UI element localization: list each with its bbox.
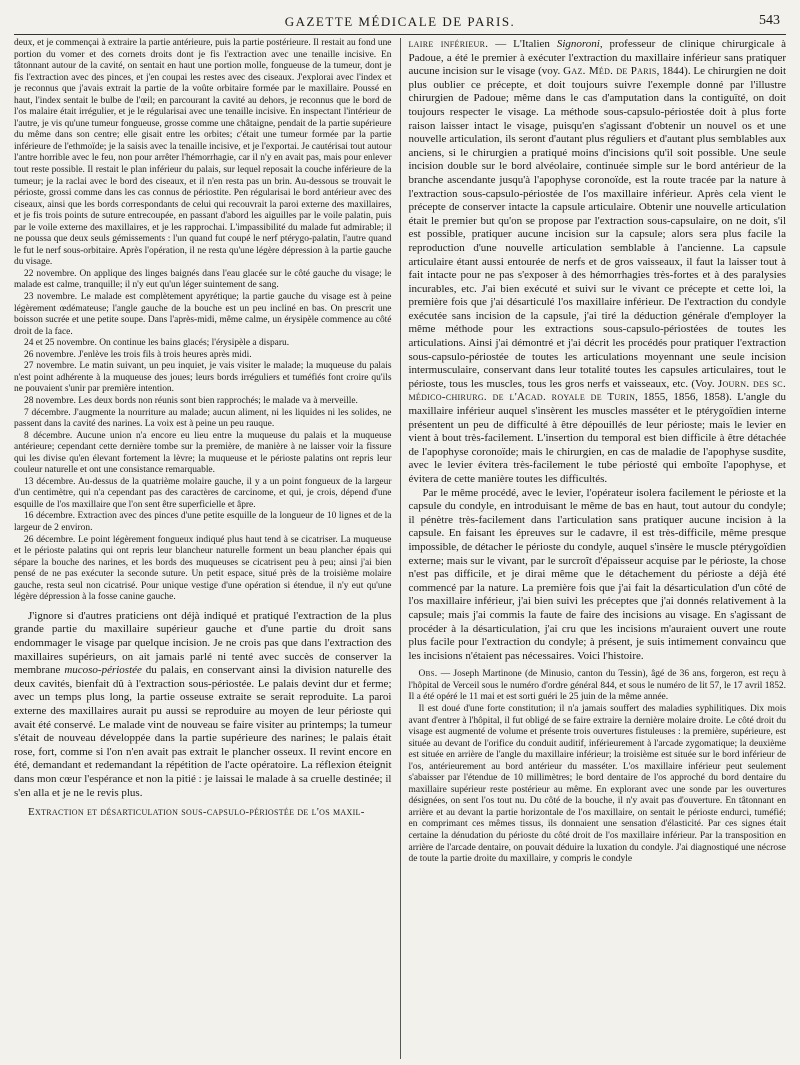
observation: Obs. — Joseph Martinone (de Minusio, canton du Tessin), âgé de 36 ans, forgeron, est reçu à l'hôpital de Verceil sous le numéro d'ordre général 844, et sous le numéro de lit 57, le 17 avril 1852. Il a été opéré le 11 mai et est sorti guéri le 25 juin de la même année. (408, 669, 786, 703)
paragraph: 27 novembre. Le matin suivant, un peu inquiet, je vais visiter le malade; la muqueuse du palais n'est point adhérente à la muqueuse des joues; leurs bords irréguliers et tuméfiés font croire qu'ils ne pouvaient s'unir par première intention. (14, 361, 392, 395)
page-header (14, 8, 786, 35)
section-heading-cont: laire inférieur. (408, 38, 489, 50)
right-column (401, 38, 787, 1059)
citation: Journ. des sc. médico-chirurg. de l'Acad. royale de Turin (408, 377, 786, 404)
citation: Gaz. Méd. de Paris (563, 65, 657, 78)
paragraph: Il est doué d'une forte constitution; il n'a jamais souffert des maladies syphilitiques. Dix mois avant d'entrer à l'hôpital, il fut obligé de se faire extraire la dernière molaire droite. Le côté droit du visage est augmenté de volume et présente trois ouvertures fistuleuses : la première, supérieure, est située au devant de l'orifice du conduit auditif, inférieurement à l'arcade zygomatique; la deuxième est située en arrière de l'angle du maxillaire inférieur; la troisième est située sur le bord inférieur de l'os, antérieurement au bord antérieur du masséter. L'os maxillaire inférieur peut seulement s'abaisser par l'étendue de 10 millimètres; le bord dentaire de l'os approché du bord dentaire du maxillaire supérieur reste postérieur au même. En explorant avec une sonde par les ouvertures désignées, on sent l'os tout nu. Du côté de la bouche, il n'y avait pas d'ouverture. En tâtonnant en arrière et au devant la partie horizontale de l'os maxillaire, on sentait le périoste endurci, tuméfié; en comprimant ces mêmes tissus, ils donnaient une sensation d'élasticité. Par ces signes était certaine la dénudation du périoste du côté droit de l'os maxillaire inférieur. Par la transposition en arrière de l'arcade dentaire, on pouvait déduire la luxation du condyle. J'ai diagnostiqué une nécrose de toute la partie droite du maxillaire, y compris le condyle (408, 703, 786, 865)
two-column-body (14, 38, 786, 1059)
observation-label: Obs. (418, 669, 438, 680)
author-name: Signoroni (556, 38, 600, 50)
paragraph: deux, et je commençai à extraire la partie antérieure, puis la partie postérieure. Il restait au fond une portion du vomer et des cornets droits dont je fis l'extraction avec une tenaille incisive. En tâtonnant autour de la cavité, on sentait en haut une portion molle, fongueuse de la tumeur, dont je fis l'extraction avec des pinces, et j'en coupai les restes avec des ciseaux. J'explorai avec l'index et je reconnus que j'avais extrait la partie de la voûte orbitaire formée par le maxillaire. Poussé en haut, l'index sentait le bulbe de l'œil; en parcourant la cavité au dehors, je reconnus que le bord de l'os malaire était irrégulier, et je le régularisai avec une tenaille incisive. En inspectant l'intérieur de l'autre, je vis qu'une tumeur fongueuse, grosse comme une châtaigne, pendait de la partie supérieure du même dans son centre; elle gisait entre les orbites; c'était une tumeur formée par la partie inférieure de l'ethmoïde; je la saisis avec la tenaille incisive, et je l'exportai. Je cautérisai tout autour l'antre horrible avec le feu, non pour arrêter l'hémorrhagie, car il n'y en avait pas, mais pour enlever tout reste possible. Il restait le plan inférieur du palais, sur lequel reposait la couche inférieure de la tumeur; je la raclai avec le bord des ciseaux, et il n'en resta pas un brin. Au-dessous se trouvait le périoste, grossi comme dans les cas connus de périostite. Pen régularisai le bord antérieur avec des ciseaux, ainsi que les bords correspondants de celui qui recouvrait la paroi externe des maxillaires, et je fis trois points de suture entrecoupée, en passant d'abord les aiguilles par le voile palatin, puis par le voile externe des maxillaires, et je les rapprochai. L'impassibilité du malade fut admirable; il ne poussa que deux seuls gémissements : l'un quand fut coupé le nerf ptérygo-palatin, l'autre quand le fut le nerf sous-orbitaire. Après l'opération, il ne resta qu'une légère dépression à la partie gauche du visage. (14, 38, 392, 268)
paragraph: 26 décembre. Le point légèrement fongueux indiqué plus haut tend à se cicatriser. La muqueuse et le périoste palatins qui ont repris leur blancheur naturelle forment un beau plancher épais qui sépare la bouche des narines, et les bords des muqueuses se cicatrisent peu à peu; ainsi j'ai bien pensé de ne pas exécuter la seconde suture. Un petit espace, situé près de la troisième molaire gauche, resta seul non cicatrisé. Pour unique vestige d'une opération si étendue, il n'y eut qu'une légère dépression à la fosse canine gauche. (14, 534, 392, 603)
paragraph: laire inférieur. — L'Italien Signoroni, professeur de clinique chirurgicale à Padoue, a été le premier à exécuter l'extraction du maxillaire inférieur sans pratiquer aucune incision sur le visage (voy. Gaz. Méd. de Paris, 1844). Le chirurgien ne doit plus oublier ce précepte, et doit toujours suivre l'exemple donné par l'illustre chirurgien de Padoue; même dans le cas d'amputation dans la contiguïté, on doit toujours respecter le visage. La méthode sous-capsulo-périostée doit à plus forte raison laisser intact le visage, puisqu'en s'agissant d'obtenir un nouvel os et une nouvelle articulation, ils seront d'autant plus réguliers et d'autant plus semblables aux anciens, si le chirurgien a pratiqué moins d'incisions qu'il soit possible. Une seule incision double sur le bord alvéolaire, continuée simple sur le bord antérieur de la branche ascendante jusqu'à l'apophyse coronoïde, est la route tracée par la nature à l'extraction sous-capsulo-périostée de l'os maxillaire inférieur. Après cela vient le précepte de conserver intacte la capsule articulaire. Obtenir une nouvelle articulation était le premier but qu'on se propose par l'extraction sous-capsulaire, on ne doit, s'il est possible, pratiquer aucune incision sur la capsule; alors sera plus facile la reproduction d'une nouvelle articulation semblable à l'ancienne. La capsule articulaire étant aussi entourée de nerfs et de gros vaisseaux, il faut la laisser tout à fait intacte pour ne pas s'exposer à des hémorrhagies très-fortes et à des paralysies incurables, etc. J'ai bien exécuté et suivi sur le vivant ce précepte et cette loi, la première fois que j'ai désarticulé l'os maxillaire inférieur. De l'extraction du condyle exécutée sans incision de la capsule, j'ai tiré la déduction générale d'employer la même méthode pour les extractions sous-capsulo-périostées de toutes les articulations. Ainsi j'ai démontré et j'ai décrit les procédés pour pratiquer l'extraction sous-capsulo-périostée de toutes les articulations moyennant une seule incision intermusculaire, conservant dans leur totalité toutes les capsules articulaires, tout le périoste, tous les muscles, tous les gros nerfs et vaisseaux, etc. (Voy. Journ. des sc. médico-chirurg. de l'Acad. royale de Turin, 1855, 1856, 1858). L'angle du maxillaire inférieur auquel s'insèrent les muscles masséter et le ptérygoïdien interne présentent un peu de difficulté à être dépouillés de leur périoste; mais le levier en vient à bout très-facilement. L'insertion du temporal est bien difficile à être détachée de l'apophyse coronoïde; mais le chirurgien, en cas de maladie de l'apophyse susdite, avec le levier évitera très-facilement le tube périosté qui emboîte l'apophyse, et évitera de cette manière toutes les difficultés. (408, 38, 786, 485)
paragraph: 24 et 25 novembre. On continue les bains glacés; l'érysipèle a disparu. (24, 338, 290, 349)
paragraph: 26 novembre. J'enlève les trois fils à trois heures après midi. (24, 349, 252, 360)
paragraph: 7 décembre. J'augmente la nourriture au malade; aucun aliment, ni les liquides ni les solides, ne passent dans la cavité des narines. La voix est à peine un peu rauque. (14, 407, 392, 430)
page-number: 543 (759, 13, 780, 28)
emphasis: mucoso-périostée (64, 664, 142, 677)
left-column (14, 38, 400, 1059)
paragraph: Par le même procédé, avec le levier, l'opérateur isolera facilement le périoste et la capsule du condyle, en introduisant le même de bas en haut, tout autour du condyle; il pénètre très-facilement dans l'articulation sans pratiquer aucune incision à la capsule. En faisant les épreuves sur le cadavre, il est très-difficile, même presque impossible, de détacher le périoste du condyle, auquel s'insère le muscle ptérygoïdien externe; mais sur le vivant, par le surcroît d'épaisseur acquise par le périoste, la chose n'est pas difficile, et je dirai même que le détachement du périoste a déjà été commencé par la nature. La première fois que j'ai fait la désarticulation d'un côté de l'os maxillaire inférieur, j'ai bien suivi les préceptes que j'ai donnés relativement à la capsule; mais j'ai commis la faute de faire des incisions au visage. En s'agissant de procéder à la désarticulation, j'ai cru que les incisions m'auraient ouvert une route plus facile pour l'extraction du condyle; à présent, je suis intimement convaincu que les incisions n'étaient pas nécessaires. Voici l'histoire. (408, 486, 786, 662)
paragraph: J'ignore si d'autres praticiens ont déjà indiqué et pratiqué l'extraction de la plus grande partie du maxillaire supérieur gauche et d'une partie du droit sans endommager le visage par quelque incision. Je ne crois pas que dans l'extraction des maxillaires supérieurs, on ait jamais parlé ni tenté avec succès de conserver la membrane mucoso-périostée du palais, en conservant ainsi la division naturelle des deux cavités, bienfait dû à l'extraction sous-périostée. Le palais devint dur et ferme; avec un temps plus long, la partie osseuse extraite se serait reproduite. La paroi externe des maxillaires aurait pu aussi se reproduire au moyen de leur périoste qui avait été conservé. Le malade vint de nouveau se faire visiter au printemps; la tumeur s'était de nouveau développée dans la partie supérieure des narines; le palais était rose, fort, comme si l'on n'en avait pas extrait le plancher osseux. Il revint encore en été, demandant et redemandant la répétition de l'acte opératoire. La réflexion éteignit dans mon cœur l'espérance et non la pitié : je laissai le malade à sa cruelle destinée; il s'en alla et je ne le revis plus. (14, 609, 392, 799)
paragraph: 23 novembre. Le malade est complètement apyrétique; la partie gauche du visage est à peine légèrement œdémateuse; l'angle gauche de la bouche est un peu incliné en bas. On prescrit une boisson sucrée et une petite soupe. Dans l'après-midi, même calme, un érysipèle commence au côté droit de la face. (14, 292, 392, 337)
paragraph: 8 décembre. Aucune union n'a encore eu lieu entre la muqueuse du palais et la muqueuse antérieure; cependant cette dernière tombe sur la première, de manière à ne laisser voir la fissure qui les divise qu'en élevant fortement la lèvre; la muqueuse et le périoste palatins ont repris leur couleur naturelle et ont une consistance remarquable. (14, 430, 392, 476)
paragraph: 16 décembre. Extraction avec des pinces d'une petite esquille de la longueur de 10 lignes et de la largeur de 2 environ. (14, 511, 392, 533)
running-title: GAZETTE MÉDICALE DE PARIS. (284, 14, 516, 29)
section-heading: Extraction et désarticulation sous-capsulo-périostée de l'os maxil- (28, 806, 365, 819)
paragraph: 13 décembre. Au-dessus de la quatrième molaire gauche, il y a un point fongueux de la largeur d'un centimètre, qui n'a cependant pas des caractères de carcinome, et qui, je crois, dépend d'une esquille de l'os maxillaire que l'on sent être superficielle et âpre. (14, 476, 392, 510)
paragraph: 22 novembre. On applique des linges baignés dans l'eau glacée sur le côté gauche du visage; le malade est calme, tranquille; il n'y eut qu'un léger suintement de sang. (14, 268, 392, 291)
paragraph: 28 novembre. Les deux bords non réunis sont bien rapprochés; le malade va à merveille. (24, 395, 358, 406)
